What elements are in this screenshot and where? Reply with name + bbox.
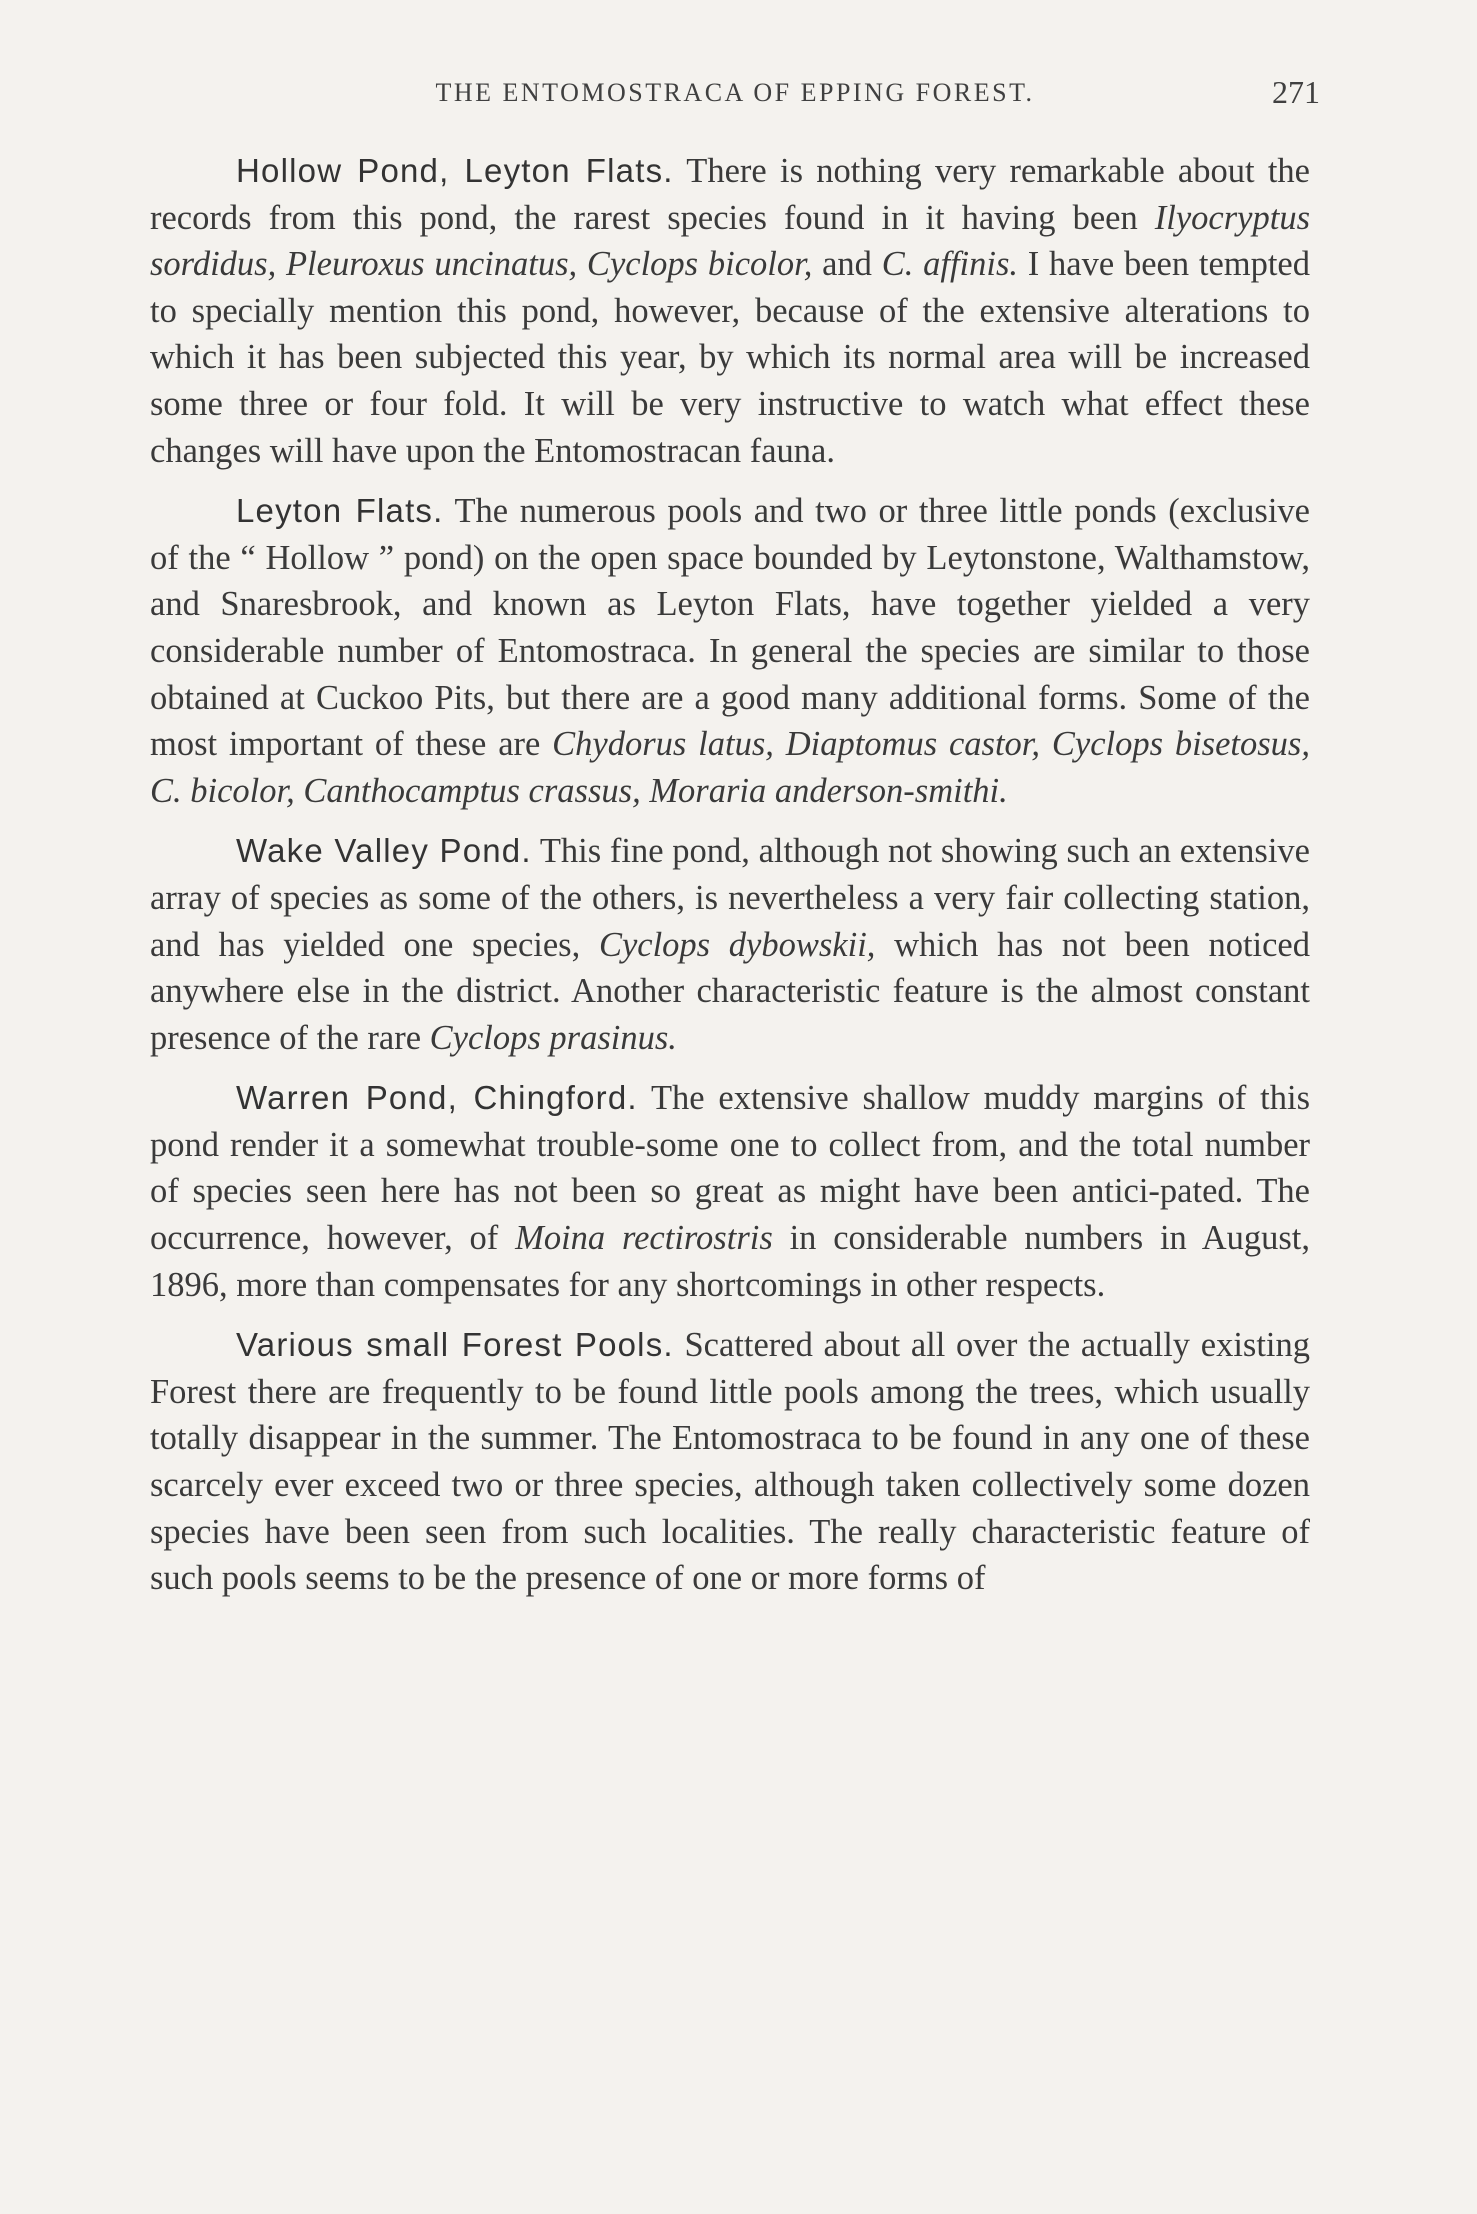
text-segment: Scattered about all over the actually existing Forest there are frequently to be found little pools among the trees, which usually totally disappear in the summer. The Entomostraca to be found in any one of these scarcely ever exceed two or three species, although taken collectively some dozen species have been seen from such localities. The really characteristic feature of such pools seems to be the presence of one or more forms of xyxy=(150,1326,1310,1598)
paragraph-wake-valley-pond xyxy=(150,828,1310,1061)
species-name: Cyclops prasinus. xyxy=(429,1018,677,1057)
paragraph-leyton-flats xyxy=(150,488,1310,814)
paragraph-heading: Leyton Flats. xyxy=(236,492,444,530)
species-name: Chydorus latus, Diaptomus castor, Cyclops bisetosus, C. bicolor, Canthocamptus crassus, Moraria anderson-smithi. xyxy=(150,725,1310,810)
paragraph-hollow-pond xyxy=(150,148,1310,474)
paragraph-forest-pools xyxy=(150,1322,1310,1602)
text-segment: I have been tempted to specially mention this pond, however, because of the extensive alterations to which it has been subjected this year, by which its normal area will be increased some three or four fold. It will be very instructive to watch what effect these changes will have upon the Entomostracan fauna. xyxy=(150,245,1310,470)
body-text xyxy=(150,148,1310,1616)
text-segment: in considerable numbers in August, 1896, more than compensates for any shortcomings in other respects. xyxy=(150,1219,1310,1304)
paragraph-heading: Wake Valley Pond. xyxy=(236,832,532,870)
species-name: Cyclops dybowskii, xyxy=(598,925,876,964)
text-segment: and xyxy=(812,245,882,284)
page-number: 271 xyxy=(1272,74,1320,110)
text-segment: This fine pond, although not showing such an extensive array of species as some of the others, is nevertheless a very fair collecting station, and has yielded one species, xyxy=(150,832,1310,964)
species-name: Ilyocryptus sordidus, Pleuroxus uncinatus, Cyclops bicolor, xyxy=(150,198,1310,284)
paragraph-heading: Various small Forest Pools. xyxy=(236,1326,674,1364)
paragraph-warren-pond xyxy=(150,1075,1310,1308)
text-segment: The numerous pools and two or three little ponds (exclusive of the “ Hollow ” pond) on the open space bounded by Leytonstone, Walthamstow, and Snaresbrook, and known as Leyton Flats, have together yielded a very considerable number of Entomostraca. In general the species are similar to those obtained at Cuckoo Pits, but there are a good many additional forms. Some of the most important of these are xyxy=(150,492,1310,764)
paragraph-heading: Warren Pond, Chingford. xyxy=(236,1079,638,1117)
running-title: THE ENTOMOSTRACA OF EPPING FOREST. xyxy=(435,78,1035,107)
paragraph-heading: Hollow Pond, Leyton Flats. xyxy=(236,152,674,189)
text-segment: which has not been noticed anywhere else in the district. Another characteristic feature is the almost constant presence of the rare xyxy=(150,925,1310,1057)
text-segment: There is nothing very remarkable about the records from this pond, the rarest species found in it having been xyxy=(150,152,1310,237)
species-name: Moina rectirostris xyxy=(515,1219,773,1258)
running-head xyxy=(150,74,1320,118)
text-segment: The extensive shallow muddy margins of this pond render it a somewhat trouble-some one to collect from, and the total number of species seen here has not been so great as might have been antici-pated. The occurrence, however, of xyxy=(150,1079,1310,1258)
species-name: C. affinis. xyxy=(881,245,1019,284)
